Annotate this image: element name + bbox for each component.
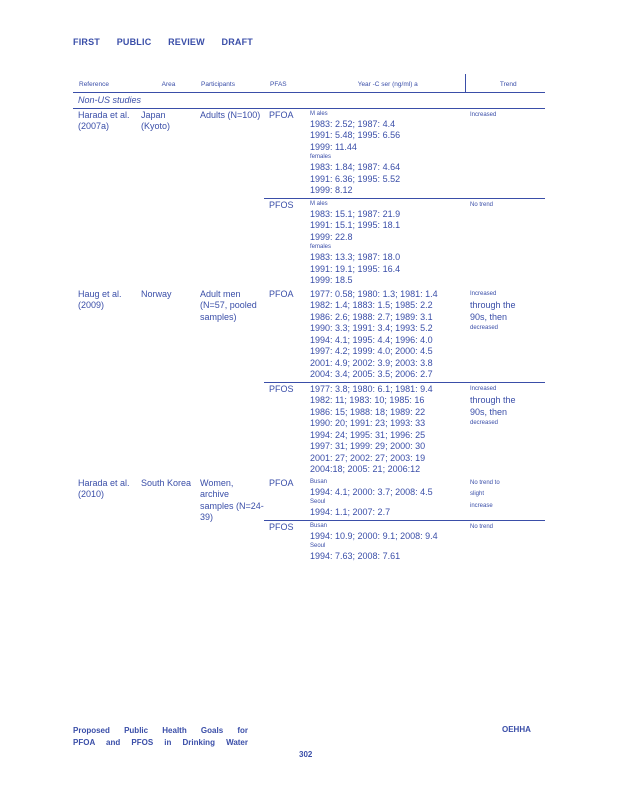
group-label: females (310, 154, 332, 160)
trend-line: decreased (470, 325, 499, 331)
trend-line: increase (470, 502, 493, 509)
col-participants: Participants (195, 74, 264, 93)
trend-line: slight (470, 491, 485, 497)
table-row (73, 108, 545, 198)
col-area: Area (136, 74, 195, 93)
value-line: 2004: 3.4; 2005: 3.5; 2006: 2.7 (310, 369, 433, 379)
value-line: 2001: 27; 2002: 27; 2003: 19 (310, 452, 426, 463)
section-label: Non-US studies (73, 93, 545, 109)
participants-cell: Women, archive samples (N=24-39) (200, 477, 264, 522)
group-label: females (310, 244, 332, 250)
value-line: 2001: 4.9; 2002: 3.9; 2003: 3.8 (310, 357, 433, 368)
value-line: 1983: 1.84; 1987: 4.64 (310, 162, 401, 172)
reference-cell: Harada et al. (2007a) (78, 109, 130, 131)
value-line: 1997: 31; 1999: 29; 2000: 30 (310, 441, 426, 451)
value-line: 1982: 11; 1983: 10; 1985: 16 (310, 395, 425, 405)
value-line: 1999: 8.12 (310, 185, 353, 195)
year-values-cell (305, 477, 465, 521)
area-cell: Norway (141, 288, 172, 299)
value-line: 1991: 5.48; 1995: 6.56 (310, 130, 401, 140)
draft-header: FIRST PUBLIC REVIEW DRAFT (73, 37, 253, 47)
trend-cell (465, 382, 545, 477)
trend-table (73, 74, 545, 564)
value-line: 1994: 4.1; 1995: 4.4; 1996: 4.0 (310, 334, 433, 345)
trend-line: through the (470, 300, 516, 310)
value-line: 1991: 6.36; 1995: 5.52 (310, 173, 401, 184)
trend-cell (465, 198, 545, 288)
pfas-cell: PFOS (264, 520, 305, 564)
reference-cell: Harada et al. (2010) (78, 477, 130, 499)
trend-line: 90s, then (470, 311, 508, 322)
trend-cell (465, 288, 545, 383)
value-line: 1990: 3.3; 1991: 3.4; 1993: 5.2 (310, 323, 433, 333)
footer-title-line1: Proposed Public Health Goals for (73, 726, 248, 735)
table-header-row (73, 74, 545, 93)
pfas-cell: PFOA (269, 288, 294, 299)
trend-cell (465, 108, 545, 198)
year-values-cell (305, 520, 465, 564)
value-line: 1999: 18.5 (310, 275, 353, 285)
footer-title-line2: PFOA and PFOS in Drinking Water (73, 738, 248, 747)
footer-title (73, 725, 248, 749)
area-cell: South Korea (141, 477, 192, 488)
page-number: 302 (299, 750, 313, 759)
value-line: 1983: 13.3; 1987: 18.0 (310, 252, 401, 262)
value-line: 1991: 15.1; 1995: 18.1 (310, 220, 401, 230)
trend-line: Increased (470, 111, 497, 118)
col-year: Year -C ser (ng/ml) a (305, 74, 465, 93)
trend-line: through the (470, 395, 516, 405)
value-line: 1977: 0.58; 1980: 1.3; 1981: 1.4 (310, 288, 438, 299)
year-values-cell (305, 288, 465, 383)
year-values-cell (305, 382, 465, 477)
value-line: 1994: 4.1; 2000: 3.7; 2008: 4.5 (310, 486, 433, 497)
pfas-cell: PFOS (264, 382, 305, 477)
trend-line: decreased (470, 420, 499, 426)
footer-agency: OEHHA (502, 725, 531, 734)
value-line: 1999: 11.44 (310, 141, 357, 152)
trend-line: No trend (470, 523, 494, 530)
value-line: 1994: 7.63; 2008: 7.61 (310, 551, 401, 561)
trend-cell (465, 477, 545, 521)
col-trend: Trend (465, 74, 545, 93)
value-line: 1983: 2.52; 1987: 4.4 (310, 118, 396, 129)
group-label: Busan (310, 478, 328, 485)
area-cell: Japan (Kyoto) (141, 109, 171, 131)
value-line: 1990: 20; 1991: 23; 1993: 33 (310, 418, 426, 428)
value-line: 1997: 4.2; 1999: 4.0; 2000: 4.5 (310, 346, 433, 356)
value-line: 1994: 1.1; 2007: 2.7 (310, 507, 391, 517)
value-line: 1982: 1.4; 1883: 1.5; 1985: 2.2 (310, 300, 433, 310)
section-row (73, 93, 545, 109)
table-row (73, 288, 545, 383)
pfas-cell: PFOA (269, 109, 294, 120)
pfas-cell: PFOS (264, 198, 305, 288)
participants-cell: Adult men (N=57, pooled samples) (200, 288, 257, 322)
trend-line: No trend to (470, 479, 500, 486)
value-line: 1983: 15.1; 1987: 21.9 (310, 208, 401, 219)
pfas-cell: PFOA (269, 477, 294, 488)
col-pfas: PFAS (264, 74, 305, 93)
value-line: 1977: 3.8; 1980: 6.1; 1981: 9.4 (310, 383, 433, 394)
year-values-cell (305, 108, 465, 198)
group-label: Seoul (310, 543, 326, 549)
col-reference: Reference (73, 74, 136, 93)
value-line: 2004:18; 2005: 21; 2006:12 (310, 464, 421, 474)
participants-cell: Adults (N=100) (200, 109, 261, 120)
value-line: 1994: 24; 1995: 31; 1996: 25 (310, 429, 426, 440)
year-values-cell (305, 198, 465, 288)
value-line: 1986: 15; 1988: 18; 1989: 22 (310, 406, 426, 417)
trend-line: 90s, then (470, 406, 508, 417)
group-label: Busan (310, 522, 328, 529)
trend-line: Increased (470, 290, 497, 297)
trend-cell (465, 520, 545, 564)
group-label: M ales (310, 110, 328, 117)
group-label: Seoul (310, 499, 326, 505)
group-label: M ales (310, 200, 328, 207)
value-line: 1986: 2.6; 1988: 2.7; 1989: 3.1 (310, 311, 433, 322)
value-line: 1994: 10.9; 2000: 9.1; 2008: 9.4 (310, 530, 438, 541)
value-line: 1991: 19.1; 1995: 16.4 (310, 263, 401, 274)
trend-line: No trend (470, 201, 494, 208)
reference-cell: Haug et al. (2009) (78, 288, 122, 310)
value-line: 1999: 22.8 (310, 231, 353, 242)
trend-line: Increased (470, 385, 497, 392)
table-row (73, 477, 545, 521)
